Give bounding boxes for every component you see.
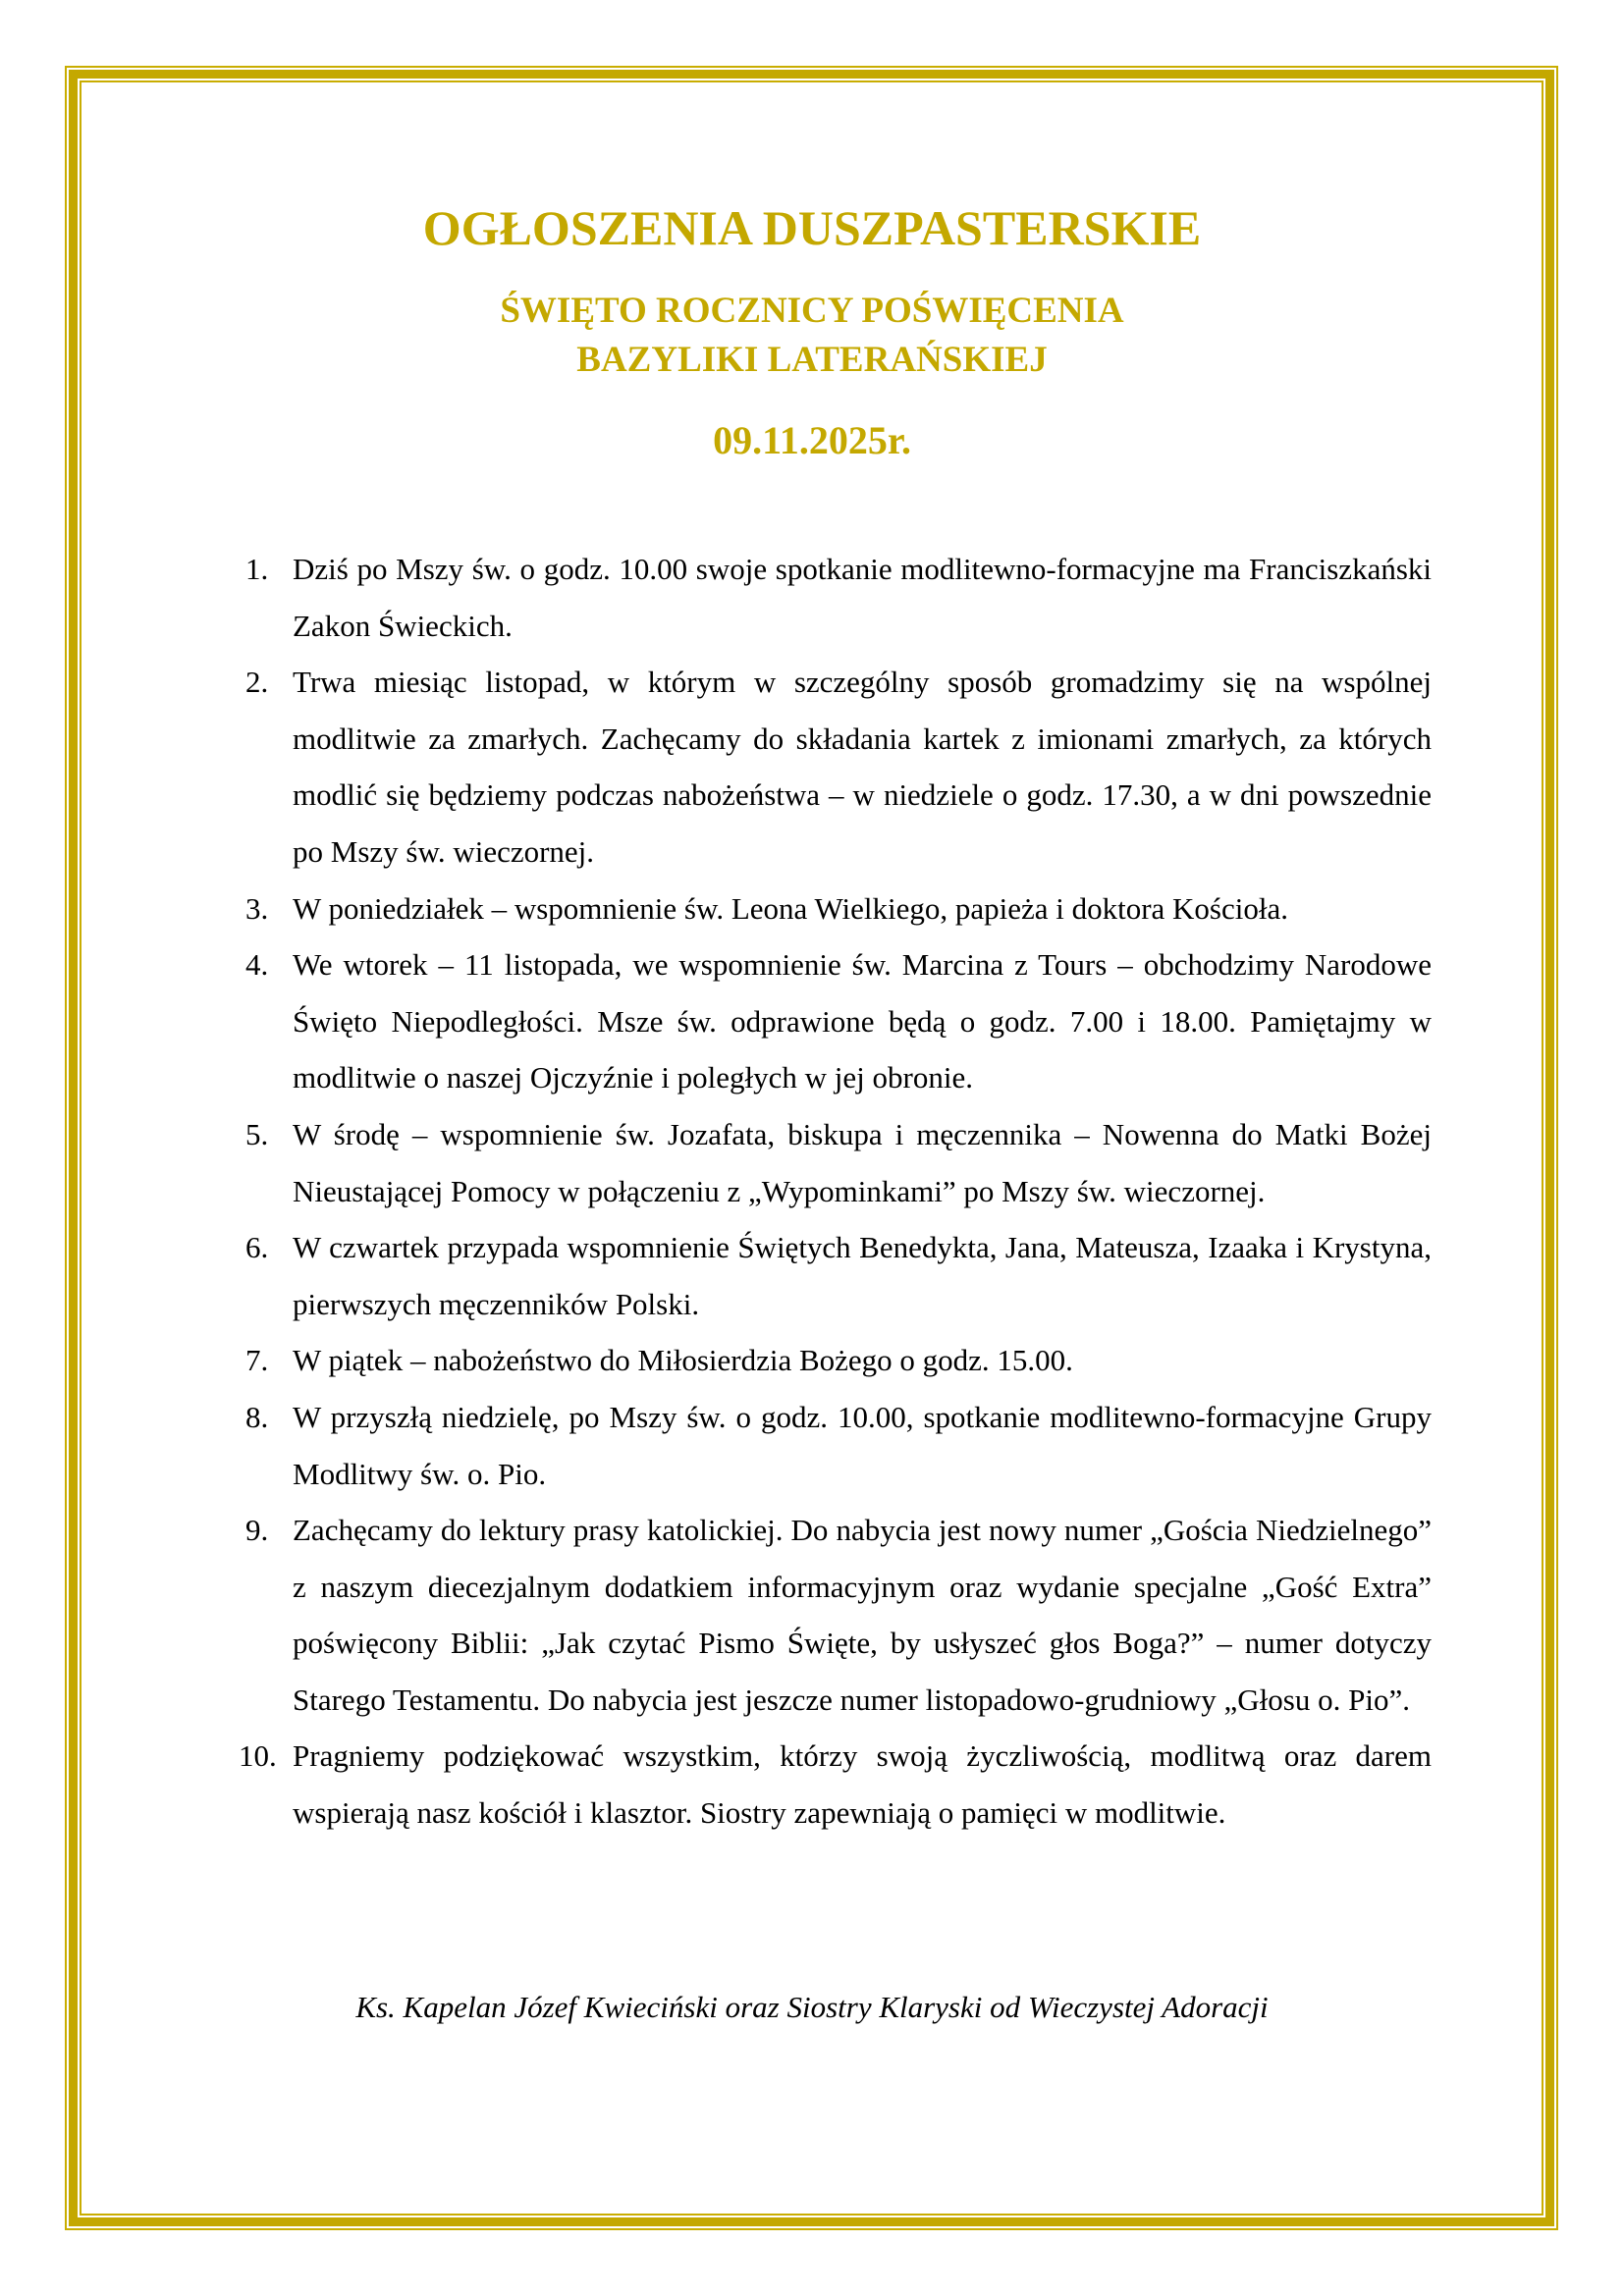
page-title: OGŁOSZENIA DUSZPASTERSKIE	[422, 200, 1202, 255]
item-text: Dziś po Mszy św. o godz. 10.00 swoje spotkanie modlitewno-formacyjne ma Franciszkański Zakon Świeckich.	[293, 552, 1432, 643]
item-number: 7.	[245, 1343, 269, 1378]
item-text: W przyszłą niedzielę, po Mszy św. o godz. 10.00, spotkanie modlitewno-formacyjne Grupy Modlitwy św. o. Pio.	[293, 1399, 1432, 1491]
item-number: 1.	[245, 552, 269, 586]
item-text: Zachęcamy do lektury prasy katolickiej. Do nabycia jest nowy numer „Gościa Niedzielnego” z naszym diecezjalnym dodatkiem informacyjnym oraz wydanie specjalne „Gość Extra” poświęcony Biblii: „Jak czytać Pismo Święte, by usłyszeć głos Boga?” – numer dotyczy Starego Testamentu. Do nabycia jest jeszcze numer listopadowo-grudniowy „Głosu o. Pio”.	[293, 1513, 1432, 1717]
announcements-list	[239, 541, 1432, 1842]
item-text: Pragniemy podziękować wszystkim, którzy swoją życzliwością, modlitwą oraz darem wspierają nasz kościół i klasztor. Siostry zapewniają o pamięci w modlitwie.	[293, 1738, 1432, 1831]
signature: Ks. Kapelan Józef Kwieciński oraz Siostry Klaryski od Wieczystej Adoracji	[355, 1990, 1269, 2024]
announcement-date: 09.11.2025r.	[713, 418, 911, 462]
item-number: 8.	[245, 1399, 269, 1434]
feast-subtitle-line-1: ŚWIĘTO ROCZNICY POŚWIĘCENIA	[500, 291, 1124, 331]
item-number: 6.	[245, 1230, 269, 1265]
announcement-item	[239, 1728, 1432, 1841]
announcement-item	[242, 654, 1432, 880]
item-text: W środę – wspomnienie św. Jozafata, biskupa i męczennika – Nowenna do Matki Bożej Nieustającej Pomocy w połączeniu z „Wypominkami” po Mszy św. wieczornej.	[293, 1116, 1432, 1208]
announcement-item	[242, 1389, 1432, 1502]
item-text: W czwartek przypada wspomnienie Świętych Benedykta, Jana, Mateusza, Izaaka i Krystyna, pierwszych męczenników Polski.	[293, 1230, 1432, 1321]
item-number: 2.	[245, 665, 269, 700]
announcement-item	[242, 936, 1432, 1106]
item-text: Trwa miesiąc listopad, w którym w szczególny sposób gromadzimy się na wspólnej modlitwie za zmarłych. Zachęcamy do składania kartek z imionami zmarłych, za których modlić się będziemy podczas nabożeństwa – w niedziele o godz. 17.30, a w dni powszednie po Mszy św. wieczornej.	[293, 665, 1432, 869]
item-text: W piątek – nabożeństwo do Miłosierdzia Bożego o godz. 15.00.	[293, 1343, 1073, 1378]
item-number: 10.	[239, 1738, 277, 1774]
item-text: We wtorek – 11 listopada, we wspomnienie św. Marcina z Tours – obchodzimy Narodowe Święto Niepodległości. Msze św. odprawione będą o godz. 7.00 i 18.00. Pamiętajmy w modlitwie o naszej Ojczyźnie i poległych w jej obronie.	[293, 947, 1432, 1095]
item-text: W poniedziałek – wspomnienie św. Leona Wielkiego, papieża i doktora Kościoła.	[293, 890, 1288, 926]
announcement-item	[242, 541, 1432, 654]
item-number: 4.	[245, 947, 269, 983]
item-number: 3.	[245, 890, 269, 926]
announcement-item	[242, 1219, 1432, 1332]
announcement-item	[242, 881, 1432, 937]
announcement-item	[242, 1332, 1432, 1389]
announcement-item	[242, 1106, 1432, 1219]
feast-subtitle	[0, 287, 1624, 385]
item-number: 5.	[245, 1116, 269, 1151]
item-number: 9.	[245, 1513, 269, 1548]
feast-subtitle-line-2: BAZYLIKI LATERAŃSKIEJ	[576, 340, 1048, 380]
announcement-item	[242, 1502, 1432, 1728]
